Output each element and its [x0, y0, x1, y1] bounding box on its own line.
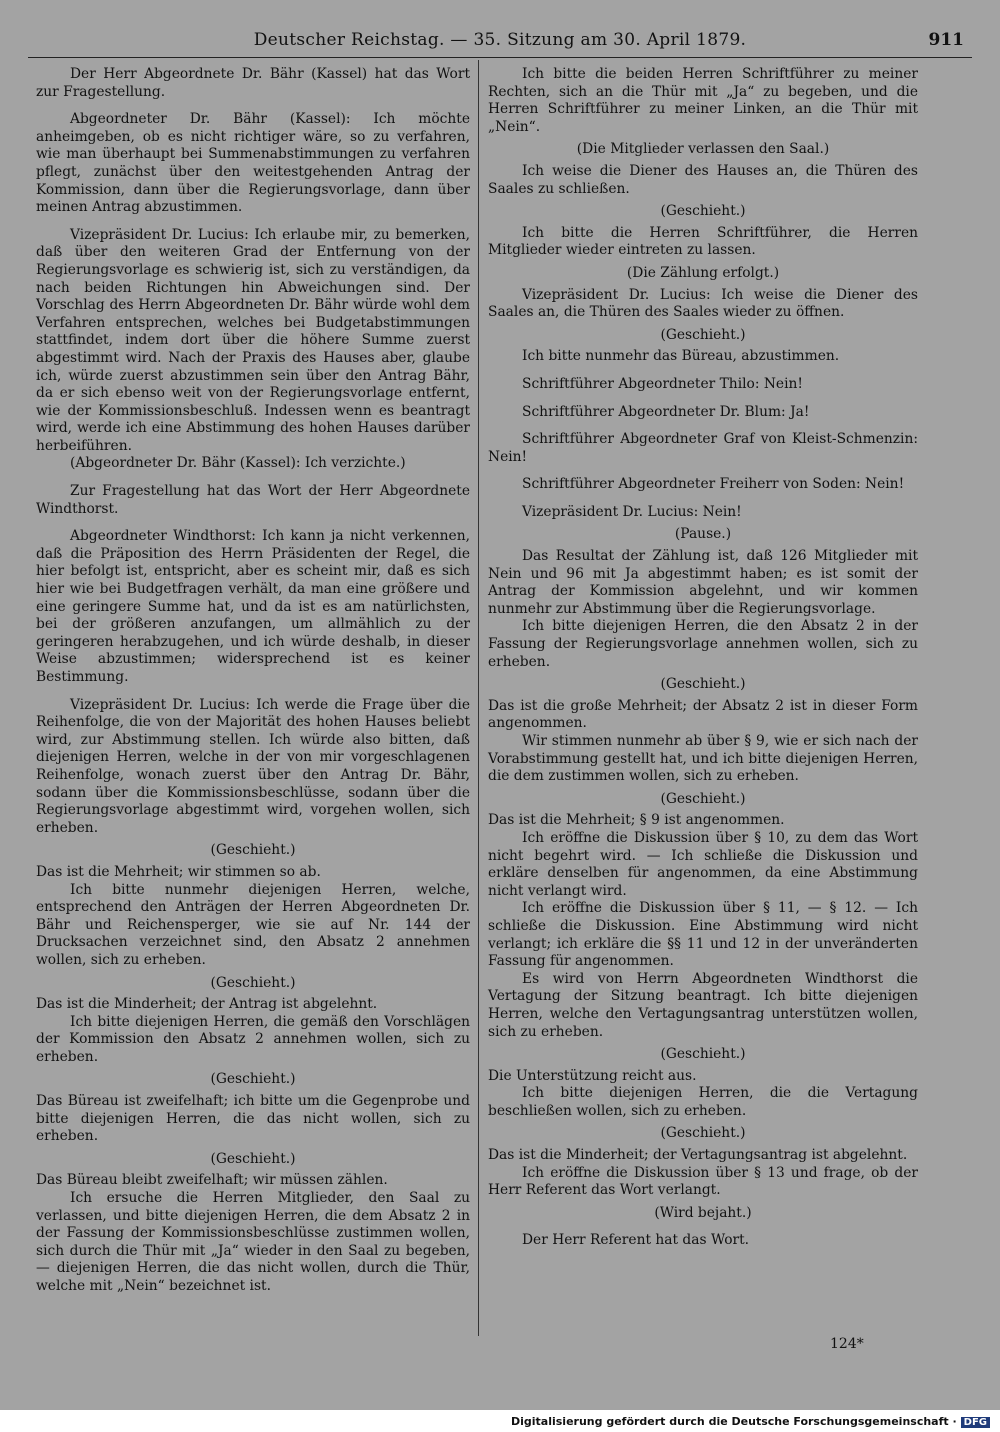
digitization-footer	[511, 1415, 990, 1428]
paragraph: Vizepräsident Dr. Lucius: Nein!	[522, 503, 742, 520]
paragraph: Schriftführer Abgeordneter Freiherr von Soden: Nein!	[522, 476, 905, 493]
stage-direction: (Geschieht.)	[660, 676, 746, 693]
paragraph: Das ist die Minderheit; der Antrag ist abgelehnt.	[36, 996, 378, 1013]
paragraph: Ich bitte die Herren Schriftführer, die Herren Mitglieder wieder eintreten zu lassen.	[488, 224, 918, 259]
stage-direction: (Pause.)	[674, 526, 732, 543]
left-column	[36, 66, 470, 1296]
paragraph: Schriftführer Abgeordneter Graf von Kleist-Schmenzin: Nein!	[488, 431, 918, 465]
paragraph: Wir stimmen nunmehr ab über § 9, wie er sich nach der Vorabstimmung gestellt hat, und ich bitte diejenigen Herren, die dem zustimmen wollen, sich zu erheben.	[488, 733, 918, 785]
stage-direction: (Geschieht.)	[210, 842, 296, 859]
paragraph: Ich bitte nunmehr diejenigen Herren, welche, entsprechend den Anträgen der Herren Abgeordneten Dr. Bähr und Reichensperger, wie sie auf Nr. 144 der Drucksachen verzeichnet sind, den Absatz 2 annehmen wollen, sich zu erheben.	[36, 881, 470, 968]
paragraph: Das ist die große Mehrheit; der Absatz 2 ist in dieser Form angenommen.	[488, 697, 918, 732]
header-title: Deutscher Reichstag. — 35. Sitzung am 30. April 1879.	[253, 30, 747, 50]
paragraph: Vizepräsident Dr. Lucius: Ich weise die Diener des Saales an, die Thüren des Saales wieder zu öffnen.	[488, 286, 918, 321]
stage-direction: (Geschieht.)	[660, 1046, 746, 1063]
paragraph: Abgeordneter Dr. Bähr (Kassel): Ich möchte anheimgeben, ob es nicht richtiger wäre, so zu verfahren, wie man überhaupt bei Summenabstimmungen zu verfahren pflegt, zunächst über den weitestgehenden Antrag der Kommission, dann über die Regierungsvorlage, dann über meinen Antrag abzustimmen.	[36, 111, 470, 216]
paragraph: Ich bitte diejenigen Herren, die gemäß den Vorschlägen der Kommission den Absatz 2 annehmen wollen, sich zu erheben.	[36, 1013, 470, 1065]
stage-direction: (Die Zählung erfolgt.)	[626, 264, 780, 281]
paragraph: Das ist die Mehrheit; wir stimmen so ab.	[36, 863, 321, 880]
paragraph: Das Resultat der Zählung ist, daß 126 Mitglieder mit Nein und 96 mit Ja abgestimmt haben; es ist somit der Antrag der Kommission abgelehnt, und wir kommen nunmehr zur Abstimmung über die Regierungsvorlage.	[488, 548, 918, 617]
stage-direction: (Geschieht.)	[660, 326, 746, 343]
paragraph: Vizepräsident Dr. Lucius: Ich werde die Frage über die Reihenfolge, die von der Majorität des hohen Hauses beliebt wird, zur Abstimmung stellen. Ich würde also bitten, daß diejenigen Herren, welche in der von mir vorgeschlagenen Reihenfolge, wonach zuerst über den Antrag Dr. Bähr, sodann über die Kommissionsbeschlüsse, sodann über die Regierungsvorlage abgestimmt wird, vorgehen wollen, sich erheben.	[36, 696, 470, 836]
paragraph: Ich bitte diejenigen Herren, die den Absatz 2 in der Fassung der Regierungsvorlage annehmen wollen, sich zu erheben.	[488, 618, 918, 670]
paragraph: Ich bitte die beiden Herren Schriftführer zu meiner Rechten, sich an die Thür mit „Ja“ zu begeben, und die Herren Schriftführer zu meiner Linken, an die Thür mit „Nein“.	[488, 66, 918, 135]
stage-direction: (Geschieht.)	[660, 203, 746, 220]
dfg-logo: DFG	[961, 1417, 990, 1428]
paragraph: Ich bitte diejenigen Herren, die die Vertagung beschließen wollen, sich zu erheben.	[488, 1085, 918, 1119]
stage-direction: (Wird bejaht.)	[654, 1204, 752, 1221]
paragraph: (Abgeordneter Dr. Bähr (Kassel): Ich verzichte.)	[70, 455, 406, 472]
column-separator	[478, 60, 479, 1336]
paragraph: Zur Fragestellung hat das Wort der Herr Abgeordnete Windthorst.	[36, 483, 470, 517]
stage-direction: (Geschieht.)	[210, 1071, 296, 1088]
paragraph: Das Büreau bleibt zweifelhaft; wir müssen zählen.	[36, 1172, 388, 1189]
paragraph: Die Unterstützung reicht aus.	[488, 1067, 697, 1084]
stage-direction: (Geschieht.)	[210, 1150, 296, 1167]
paragraph: Schriftführer Abgeordneter Dr. Blum: Ja!	[522, 403, 810, 420]
paragraph: Ich eröffne die Diskussion über § 11, — § 12. — Ich schließe die Diskussion. Eine Abstimmung wird nicht verlangt; ich erkläre die §§ 11 und 12 in der unveränderten Fassung für angenommen.	[488, 900, 918, 970]
signature-mark: 124*	[830, 1336, 864, 1352]
paragraph: Abgeordneter Windthorst: Ich kann ja nicht verkennen, daß die Präposition des Herrn Präsidenten der Regel, die hier befolgt ist, entspricht, aber es scheint mir, daß es sich hier wie bei Budgetfragen verhält, da man eine größere und eine geringere Summe hat, und da ist es am natürlichsten, bei der größeren anzufangen, um allmählich zu der geringeren herabzugehen, und ich würde deshalb, in dieser Weise abzustimmen; widersprechend ist es keiner Bestimmung.	[36, 528, 470, 685]
stage-direction: (Die Mitglieder verlassen den Saal.)	[576, 141, 830, 158]
paragraph: Ich bitte nunmehr das Büreau, abzustimmen.	[522, 348, 840, 365]
right-column	[488, 66, 918, 1250]
page-number: 911	[928, 30, 964, 50]
running-header	[28, 30, 972, 54]
stage-direction: (Geschieht.)	[660, 790, 746, 807]
paragraph: Ich eröffne die Diskussion über § 13 und frage, ob der Herr Referent das Wort verlangt.	[488, 1164, 918, 1199]
paragraph: Das Büreau ist zweifelhaft; ich bitte um die Gegenprobe und bitte diejenigen Herren, die das nicht wollen, sich zu erheben.	[36, 1093, 470, 1145]
paragraph: Ich eröffne die Diskussion über § 10, zu dem das Wort nicht begehrt wird. — Ich schließe die Diskussion und erkläre denselben für angenommen, da eine Abstimmung nicht verlangt wird.	[488, 829, 918, 899]
paragraph: Der Herr Abgeordnete Dr. Bähr (Kassel) hat das Wort zur Fragestellung.	[36, 66, 470, 100]
paragraph: Es wird von Herrn Abgeordneten Windthorst die Vertagung der Sitzung beantragt. Ich bitte diejenigen Herren, welche den Vertagungsantrag unterstützen wollen, sich zu erheben.	[488, 970, 918, 1040]
paragraph: Der Herr Referent hat das Wort.	[522, 1232, 750, 1249]
paragraph: Das ist die Minderheit; der Vertagungsantrag ist abgelehnt.	[488, 1147, 908, 1164]
stage-direction: (Geschieht.)	[660, 1125, 746, 1142]
paragraph: Das ist die Mehrheit; § 9 ist angenommen.	[488, 812, 785, 829]
paragraph: Ich weise die Diener des Hauses an, die Thüren des Saales zu schließen.	[488, 162, 918, 197]
header-rule	[28, 57, 972, 58]
paragraph: Ich ersuche die Herren Mitglieder, den Saal zu verlassen, und bitte diejenigen Herren, die dem Absatz 2 in der Fassung der Kommissionsbeschlüsse zustimmen wollen, sich durch die Thür mit „Ja“ wieder in den Saal zu begeben, — diejenigen Herren, die das nicht wollen, durch die Thür, welche mit „Nein“ bezeichnet ist.	[36, 1190, 470, 1294]
footer-text: Digitalisierung gefördert durch die Deutsche Forschungsgemeinschaft ·	[510, 1415, 957, 1428]
stage-direction: (Geschieht.)	[210, 974, 296, 991]
paragraph: Vizepräsident Dr. Lucius: Ich erlaube mir, zu bemerken, daß über den weiteren Grad der Entfernung von der Regierungsvorlage es schwierig ist, sich zu verständigen, da nach beiden Richtungen hin Abweichungen sind. Der Vorschlag des Herrn Abgeordneten Dr. Bähr würde wohl dem Verfahren entsprechen, welches bei Budgetabstimmungen stattfindet, indem dort über die höhere Summe zuerst abgestimmt wird. Nach der Praxis des Hauses aber, glaube ich, würde zuerst abzustimmen sein über den Antrag Bähr, da er sich ebenso weit von der Regierungsvorlage entfernt, wie der Kommissionsbeschluß. Indessen wenn es beantragt wird, werde ich eine Abstimmung des hohen Hauses darüber herbeiführen.	[36, 226, 470, 454]
paragraph: Schriftführer Abgeordneter Thilo: Nein!	[522, 375, 803, 392]
